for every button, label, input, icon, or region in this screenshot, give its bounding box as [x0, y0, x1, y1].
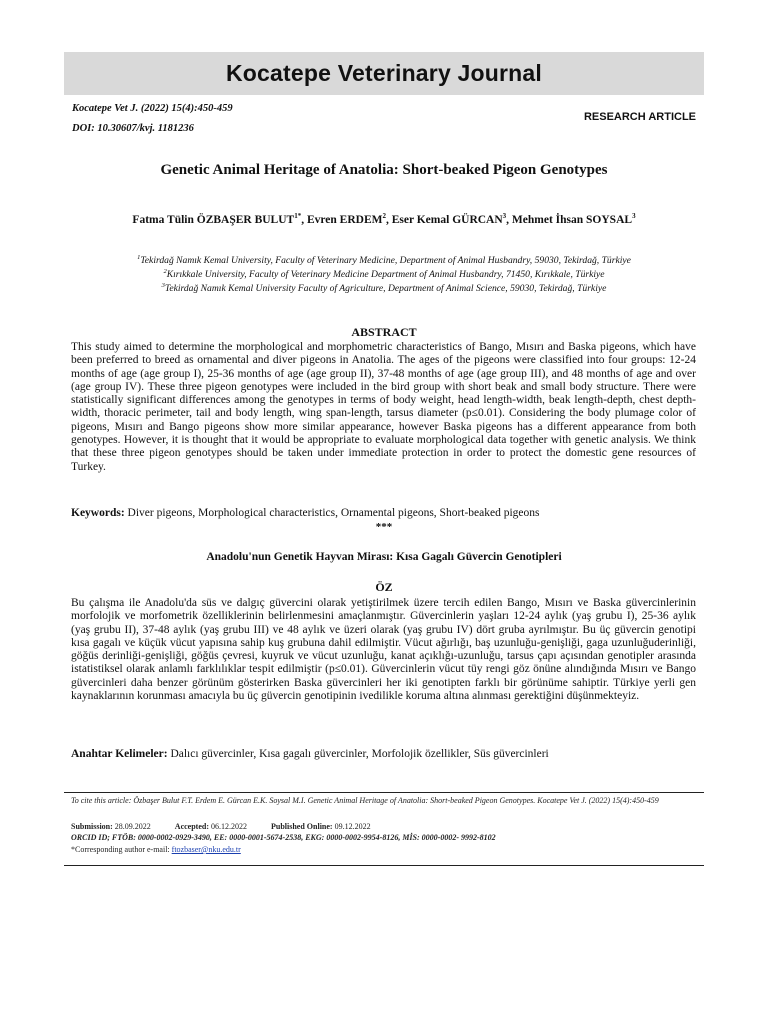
journal-banner: [64, 52, 704, 95]
author-sup: 3: [632, 212, 636, 220]
affiliation-text: Tekirdağ Namık Kemal University Faculty of Agriculture, Department of Animal Science, 59030, Tekirdağ, Türkiye: [164, 283, 607, 295]
author-sup: 1*: [294, 212, 302, 220]
author-name: Fatma Tülin ÖZBAŞER BULUT: [132, 213, 295, 226]
accepted-date: 06.12.2022: [211, 822, 248, 831]
keywords-label: Keywords:: [71, 507, 125, 519]
affiliation-text: Tekirdağ Namık Kemal University, Faculty of Veterinary Medicine, Department of Animal Husbandry, 59030, Tekirdağ, Türkiye: [140, 255, 631, 267]
author-sup: 3: [502, 212, 507, 220]
affiliation: [64, 282, 704, 294]
turkish-keywords: [71, 748, 696, 760]
section-separator: ***: [375, 521, 393, 533]
article-title: Genetic Animal Heritage of Anatolia: Short-beaked Pigeon Genotypes: [160, 162, 608, 178]
keywords: [71, 507, 696, 519]
published-date: 09.12.2022: [334, 822, 371, 831]
author-name: Mehmet İhsan SOYSAL: [511, 213, 633, 226]
journal-name: Kocatepe Veterinary Journal: [225, 60, 543, 86]
affiliation: [64, 268, 704, 280]
turkish-keywords-label: Anahtar Kelimeler:: [71, 748, 168, 760]
journal-citation: Kocatepe Vet J. (2022) 15(4):450-459: [72, 103, 233, 114]
affiliation-sup: 1: [137, 254, 141, 261]
abstract-heading: ABSTRACT: [351, 325, 417, 339]
orcid-line: ORCID ID; FTÖB: 0000-0002-0929-3490, EE: 0000-0001-5674-2538, EKG: 0000-0002-9954-8126, MİS: 0000-0002- 9992-8102: [71, 833, 496, 842]
corresponding-label: *Corresponding author e-mail:: [71, 845, 170, 854]
affiliation: [64, 254, 704, 266]
published-label: Published Online:: [271, 822, 333, 831]
doi[interactable]: DOI: 10.30607/kvj. 1181236: [72, 123, 194, 134]
citation-note: To cite this article: Özbaşer Bulut F.T. Erdem E. Gürcan E.K. Soysal M.I. Genetic Animal Heritage of Anatolia: Short-beaked Pigeon Genotypes. Kocatepe Vet J. (2022) 15(4):450-459: [71, 796, 659, 805]
corresponding-line: [71, 845, 241, 854]
author-name: Eser Kemal GÜRCAN: [391, 213, 503, 226]
oz-text: Bu çalışma ile Anadolu'da süs ve dalgıç güvercini olarak yetiştirilmek üzere tercih edilen Bango, Mısırı ve Baska güvercinlerinin morfolojik ve morfometrik özelliklerinin belirlenmesini amaçlanmıştır. Güvercinlerin yaşları 12-24 aylık (yaş grubu I), 25-36 aylık (yaş grubu II), 37-48 aylık (yaş grubu III) ve 48 aylık ve üzeri olarak (yaş grubu IV) dört gruba ayrılmıştır. Bu üç güvercin genotipi kısa gagalı ve küçük vücut yapısına sahip kuş grubuna dahil edilmiştir. Vücut ağırlığı, baş uzunluğu-genişliği, gaga uzunluğuderinliği, göğüs derinliği-genişliği, göğüs çevresi, kuyruk ve vücut uzunluğu, kanat açıklığı-uzunluğu, tarsus çapı açısından genotipler arasında istatistiksel olarak anlamlı farklılıklar tespit edilmiştir (p≤0.01). Güvercinlerin vücut tüy rengi göz önüne alındığında Mısırı ve Bango güvercinleri daha benzer görünüm gösterirken Baska güvercinleri her iki genotipten farklı bir görünüme sahiptir. Türkiye yerli gen kaynaklarının korunması amacıyla bu üç güvercin genotipinin ivedilikle koruma altına alınması gerektiğini düşünmekteyiz.: [71, 597, 696, 703]
author-name: Evren ERDEM: [306, 213, 383, 226]
footer-top-rule: [64, 792, 704, 793]
author-list: Fatma Tülin ÖZBAŞER $BULUT^{1*}$, Evren ERDEM$^2$, Eser Kemal GÜRCAN$^3$, Mehmet İhsan SOYSAL$^3$: [132, 212, 636, 226]
dates-line: [71, 822, 371, 831]
oz-heading: ÖZ: [375, 580, 393, 594]
article-type: RESEARCH ARTICLE: [583, 111, 696, 123]
turkish-keywords-text: Dalıcı güvercinler, Kısa gagalı güvercinler, Morfolojik özellikler, Süs güvercinleri: [170, 748, 549, 760]
email-link[interactable]: ftozbaser@nku.edu.tr: [171, 845, 241, 854]
author-sup: 2: [382, 212, 386, 220]
turkish-title: Anadolu'nun Genetik Hayvan Mirası: Kısa Gagalı Güvercin Genotipleri: [206, 551, 562, 563]
affiliation-sup: 3: [161, 282, 165, 289]
submission-date: 28.09.2022: [114, 822, 151, 831]
submission-label: Submission:: [71, 822, 113, 831]
abstract-text: This study aimed to determine the morphological and morphometric characteristics of Bango, Mısırı and Baska pigeons, which have been preferred to breed as ornamental and diver pigeons in Anatolia. The ages of the pigeons were classified into four groups: 12-24 months of age (age group I), 25-36 months of age (age group II), 37-48 months of age (age group III), and 48 months of age and over (age group IV). These three pigeon genotypes were included in the bird group with short beak and small body structure. There were statistically significant differences among the genotypes in terms of body weight, head length-width, beak length-depth, chest depth-width, thoracic perimeter, tail and body length, wing span-length, tarsus diameter (p≤0.01). Considering the body plumage color of pigeons, Mısırı and Bango pigeons show more similar appearance, however Baska pigeons has a different appearance from both genotypes. However, it is thought that it would be appropriate to evaluate morphological data together with genetic analysis. We think that these three pigeon genotypes should be taken under immediate protection in order to protect the domestic gene resources of Turkey.: [71, 341, 696, 473]
keywords-text: Diver pigeons, Morphological characteristics, Ornamental pigeons, Short-beaked pigeons: [127, 507, 540, 519]
accepted-label: Accepted:: [174, 822, 210, 831]
affiliation-text: Kırıkkale University, Faculty of Veterinary Medicine Department of Animal Husbandry, 71450, Kırıkkale, Türkiye: [166, 269, 605, 281]
affiliation-sup: 2: [163, 268, 167, 275]
footer-bottom-rule: [64, 865, 704, 866]
